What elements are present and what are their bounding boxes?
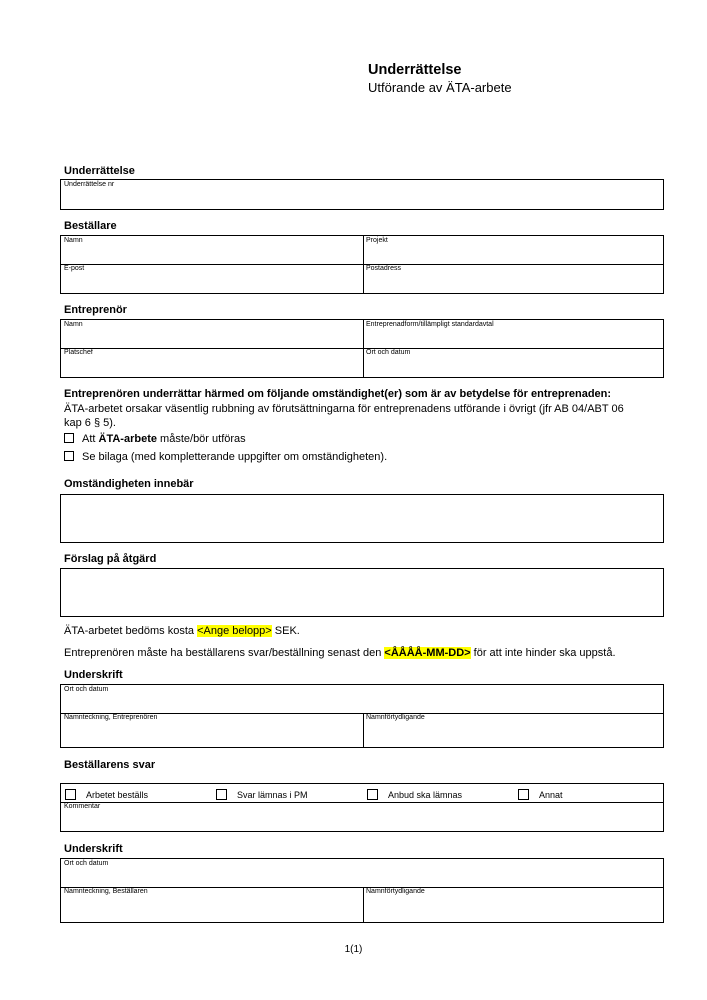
field-label: Namnförtydligande xyxy=(366,714,425,721)
option-label: Anbud ska lämnas xyxy=(388,790,463,800)
section-heading-forslag: Förslag på åtgärd xyxy=(64,553,157,565)
entreprenor-ort-datum-field[interactable] xyxy=(363,348,663,377)
underrattelse-nr-field[interactable] xyxy=(60,179,664,210)
page-number: 1(1) xyxy=(344,944,363,955)
field-label: Namn xyxy=(64,321,83,328)
underskrift2-ort-datum-field[interactable] xyxy=(61,859,663,887)
notice-text-line-2: kap 6 § 5). xyxy=(64,417,116,429)
field-label: Projekt xyxy=(366,237,388,244)
field-label: E-post xyxy=(64,265,85,272)
option-svar-lamnas-i-pm[interactable] xyxy=(216,789,308,800)
checkbox-row-ata-arbete xyxy=(64,433,246,446)
checkbox-label: Se bilaga (med kompletterande uppgifter om omständigheten). xyxy=(82,451,388,463)
field-label: Postadress xyxy=(366,265,402,272)
bestallare-projekt-field[interactable] xyxy=(363,236,663,264)
namnteckning-entreprenoren-field[interactable] xyxy=(61,713,363,747)
entreprenor-table xyxy=(60,319,664,378)
kommentar-field[interactable] xyxy=(61,802,663,831)
section-heading-entreprenor: Entreprenör xyxy=(64,304,127,316)
section-heading-underskrift-bestallare: Underskrift xyxy=(64,843,123,855)
checkbox-ata-arbete[interactable] xyxy=(64,433,74,443)
underskrift1-ort-datum-field[interactable] xyxy=(61,685,663,713)
option-arbetet-bestalls[interactable] xyxy=(65,789,148,800)
field-label: Namnteckning, Entreprenören xyxy=(64,714,158,721)
underskrift1-namnfortydligande-field[interactable] xyxy=(363,713,663,747)
omstandigheten-textarea[interactable] xyxy=(60,494,664,543)
namnteckning-bestallaren-field[interactable] xyxy=(61,887,363,922)
bestallare-namn-field[interactable] xyxy=(61,236,363,264)
bestallare-postadress-field[interactable] xyxy=(363,264,663,293)
page-subtitle: Utförande av ÄTA-arbete xyxy=(368,80,512,95)
underskrift2-namnfortydligande-field[interactable] xyxy=(363,887,663,922)
page-title: Underrättelse xyxy=(368,62,462,78)
section-heading-bestallarens-svar: Beställarens svar xyxy=(64,759,156,771)
underskrift-bestallare-table xyxy=(60,858,664,923)
checkbox-row-bilaga xyxy=(64,451,387,464)
bestallare-epost-field[interactable] xyxy=(61,264,363,293)
checkbox-svar-lamnas-i-pm[interactable] xyxy=(216,789,227,800)
checkbox-label: måste/bör utföras xyxy=(157,433,246,445)
notice-text-line-1: ÄTA-arbetet orsakar väsentlig rubbning av förutsättningarna för entreprenadens utförande i övrigt (jfr AB 04/ABT 06 xyxy=(64,403,624,415)
field-label: Entreprenadform/tillämpligt standardavtal xyxy=(366,321,494,328)
field-label: Namnförtydligande xyxy=(366,888,425,895)
deadline-placeholder[interactable]: <ÅÅÅÅ-MM-DD> xyxy=(384,647,471,659)
option-label: Svar lämnas i PM xyxy=(237,790,308,800)
bestallarens-svar-table xyxy=(60,783,664,832)
field-label: Ort och datum xyxy=(366,349,411,356)
forslag-textarea[interactable] xyxy=(60,568,664,617)
field-label: Ort och datum xyxy=(64,686,109,693)
checkbox-bilaga[interactable] xyxy=(64,451,74,461)
checkbox-anbud-ska-lamnas[interactable] xyxy=(367,789,378,800)
field-label: Platschef xyxy=(64,349,93,356)
field-label: Namn xyxy=(64,237,83,244)
section-heading-underskrift-entreprenor: Underskrift xyxy=(64,669,123,681)
cost-placeholder[interactable]: <Ange belopp> xyxy=(197,625,272,637)
field-label: Underrättelse nr xyxy=(64,181,115,188)
entreprenadform-field[interactable] xyxy=(363,320,663,348)
field-label: Namnteckning, Beställaren xyxy=(64,888,148,895)
deadline-line xyxy=(64,647,616,660)
platschef-field[interactable] xyxy=(61,348,363,377)
cost-line xyxy=(64,625,300,638)
option-anbud-ska-lamnas[interactable] xyxy=(367,789,462,800)
section-heading-underrattelse: Underrättelse xyxy=(64,165,135,177)
underskrift-entreprenor-table xyxy=(60,684,664,748)
deadline-text: Entreprenören måste ha beställarens svar/beställning senast den xyxy=(64,647,385,659)
checkbox-arbetet-bestalls[interactable] xyxy=(65,789,76,800)
section-heading-omstandigheten: Omständigheten innebär xyxy=(64,478,194,490)
option-label: Annat xyxy=(539,790,563,800)
notice-heading: Entreprenören underrättar härmed om följande omständighet(er) som är av betydelse för entreprenaden: xyxy=(64,388,612,400)
checkbox-label: Att xyxy=(82,433,99,445)
option-label: Arbetet beställs xyxy=(86,790,149,800)
section-heading-bestallare: Beställare xyxy=(64,220,117,232)
cost-text: ÄTA-arbetet bedöms kosta xyxy=(64,625,198,637)
option-annat[interactable] xyxy=(518,789,563,800)
field-label: Ort och datum xyxy=(64,860,109,867)
entreprenor-namn-field[interactable] xyxy=(61,320,363,348)
cost-unit: SEK. xyxy=(271,625,300,637)
checkbox-annat[interactable] xyxy=(518,789,529,800)
field-label: Kommentar xyxy=(64,803,101,810)
deadline-text-end: för att inte hinder ska uppstå. xyxy=(470,647,616,659)
bestallare-table xyxy=(60,235,664,294)
checkbox-label-bold: ÄTA-arbete xyxy=(98,433,157,445)
